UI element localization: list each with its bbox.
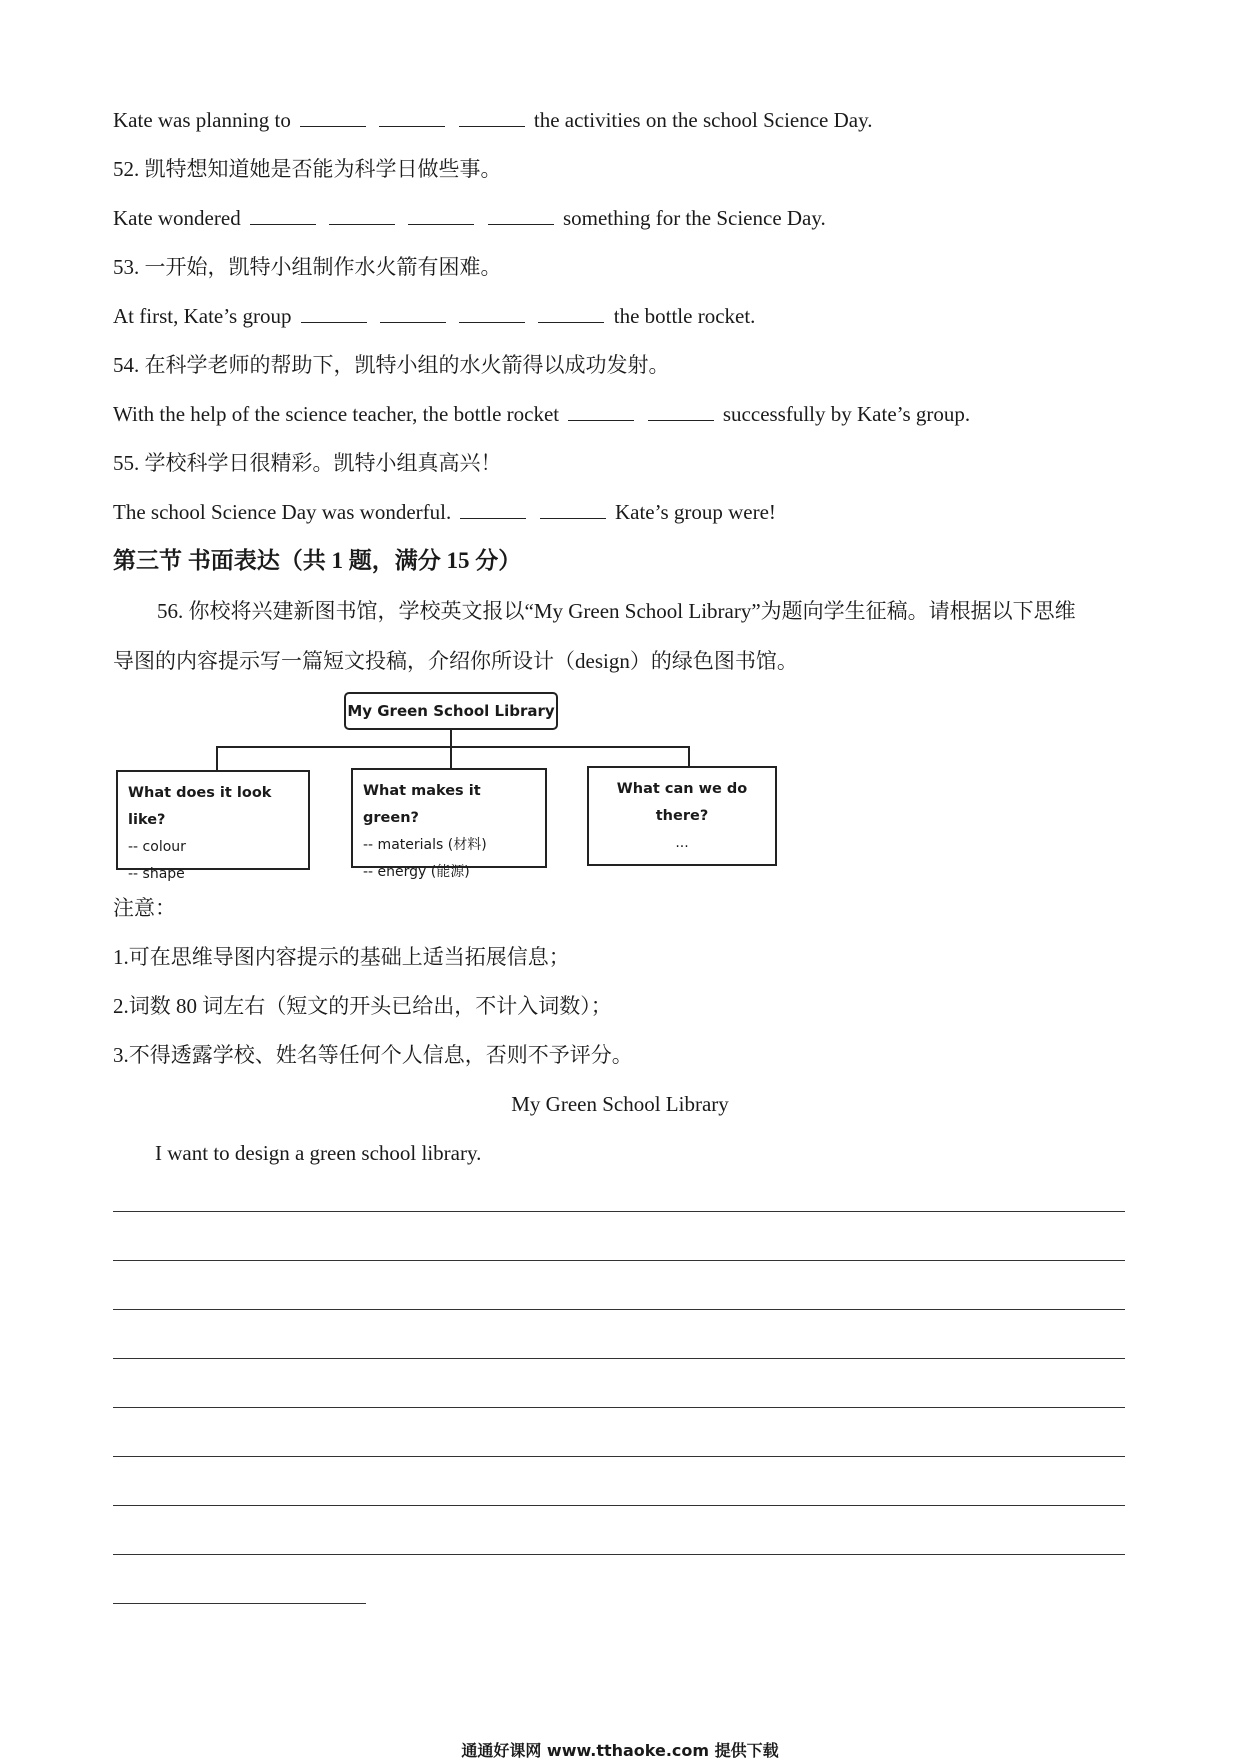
q53-post: the bottle rocket. (613, 304, 756, 328)
note-2: 2.词数 80 词左右（短文的开头已给出，不计入词数）； (113, 994, 612, 1018)
q51-sentence (113, 106, 873, 134)
q52-pre: Kate wondered (113, 206, 241, 230)
q54-post: successfully by Kate’s group. (722, 402, 971, 426)
q52-sentence (113, 204, 826, 232)
q54-blank-1[interactable] (568, 400, 634, 421)
q54-pre: With the help of the science teacher, the bottle rocket (113, 402, 560, 426)
q52-blank-4[interactable] (488, 204, 554, 225)
q52-chinese: 52. 凯特想知道她是否能为科学日做些事。 (113, 157, 502, 181)
note-3: 3.不得透露学校、姓名等任何个人信息，否则不予评分。 (113, 1043, 633, 1067)
q52-blank-1[interactable] (250, 204, 316, 225)
q51-pre: Kate was planning to (113, 108, 291, 132)
box-appearance-heading: What does it look like? (128, 785, 272, 828)
mind-map-box-activities (587, 766, 777, 866)
essay-opening: I want to design a green school library. (155, 1141, 482, 1165)
q54-sentence (113, 400, 970, 428)
writing-line[interactable] (113, 1260, 1125, 1261)
q53-blank-2[interactable] (380, 302, 446, 323)
q53-sentence (113, 302, 755, 330)
notes-label: 注意： (113, 896, 176, 920)
q53-blank-4[interactable] (538, 302, 604, 323)
q52-post: something for the Science Day. (562, 206, 826, 230)
box-activities-item-ellipsis: ... (675, 835, 689, 851)
q55-pre: The school Science Day was wonderful. (113, 500, 452, 524)
writing-line[interactable] (113, 1211, 1125, 1212)
q54-chinese: 54. 在科学老师的帮助下，凯特小组的水火箭得以成功发射。 (113, 353, 670, 377)
writing-line[interactable] (113, 1456, 1125, 1457)
writing-line[interactable] (113, 1407, 1125, 1408)
q52-blank-2[interactable] (329, 204, 395, 225)
q51-blank-1[interactable] (300, 106, 366, 127)
q55-sentence (113, 498, 776, 526)
writing-line[interactable] (113, 1554, 1125, 1555)
mind-map-box-green (351, 768, 547, 880)
q53-pre: At first, Kate’s group (113, 304, 292, 328)
mind-map-connector-bar (216, 746, 690, 748)
q56-prompt-line2: 导图的内容提示写一篇短文投稿，介绍你所设计（design）的绿色图书馆。 (113, 649, 798, 673)
q55-blank-1[interactable] (460, 498, 526, 519)
q51-post: the activities on the school Science Day. (533, 108, 873, 132)
writing-line[interactable] (113, 1309, 1125, 1310)
mind-map-connector-stem (450, 730, 452, 747)
box-green-item-materials: -- materials (材料) (363, 837, 487, 853)
q56-prompt-line1: 56. 你校将兴建新图书馆，学校英文报以“My Green School Library”为题向学生征稿。请根据以下思维 (157, 599, 1076, 623)
writing-line[interactable] (113, 1505, 1125, 1506)
note-1: 1.可在思维导图内容提示的基础上适当拓展信息； (113, 945, 570, 969)
q53-blank-3[interactable] (459, 302, 525, 323)
box-activities-heading: What can we do there? (616, 781, 748, 824)
mind-map-connector-right (688, 746, 690, 766)
q51-blank-2[interactable] (379, 106, 445, 127)
writing-line[interactable] (113, 1358, 1125, 1359)
section-title: 第三节 书面表达（共 1 题，满分 15 分） (113, 548, 522, 573)
q52-blank-3[interactable] (408, 204, 474, 225)
footer-source: 通通好课网 www.tthaoke.com 提供下载 (461, 1741, 779, 1760)
box-appearance-item-shape: -- shape (128, 866, 185, 882)
q55-post: Kate’s group were! (614, 500, 776, 524)
box-green-heading: What makes it green? (363, 783, 481, 826)
writing-line-short[interactable] (113, 1603, 366, 1604)
q55-blank-2[interactable] (540, 498, 606, 519)
mind-map-box-appearance (116, 770, 310, 882)
q54-blank-2[interactable] (648, 400, 714, 421)
q51-blank-3[interactable] (459, 106, 525, 127)
box-appearance-item-colour: -- colour (128, 839, 186, 855)
essay-title: My Green School Library (511, 1092, 729, 1116)
mind-map-connector-left (216, 746, 218, 770)
q53-blank-1[interactable] (301, 302, 367, 323)
q53-chinese: 53. 一开始，凯特小组制作水火箭有困难。 (113, 255, 502, 279)
q55-chinese: 55. 学校科学日很精彩。凯特小组真高兴！ (113, 451, 502, 475)
box-green-item-energy: -- energy (能源) (363, 864, 470, 880)
mind-map-connector-middle (450, 746, 452, 768)
mind-map-root: My Green School Library (344, 692, 558, 730)
